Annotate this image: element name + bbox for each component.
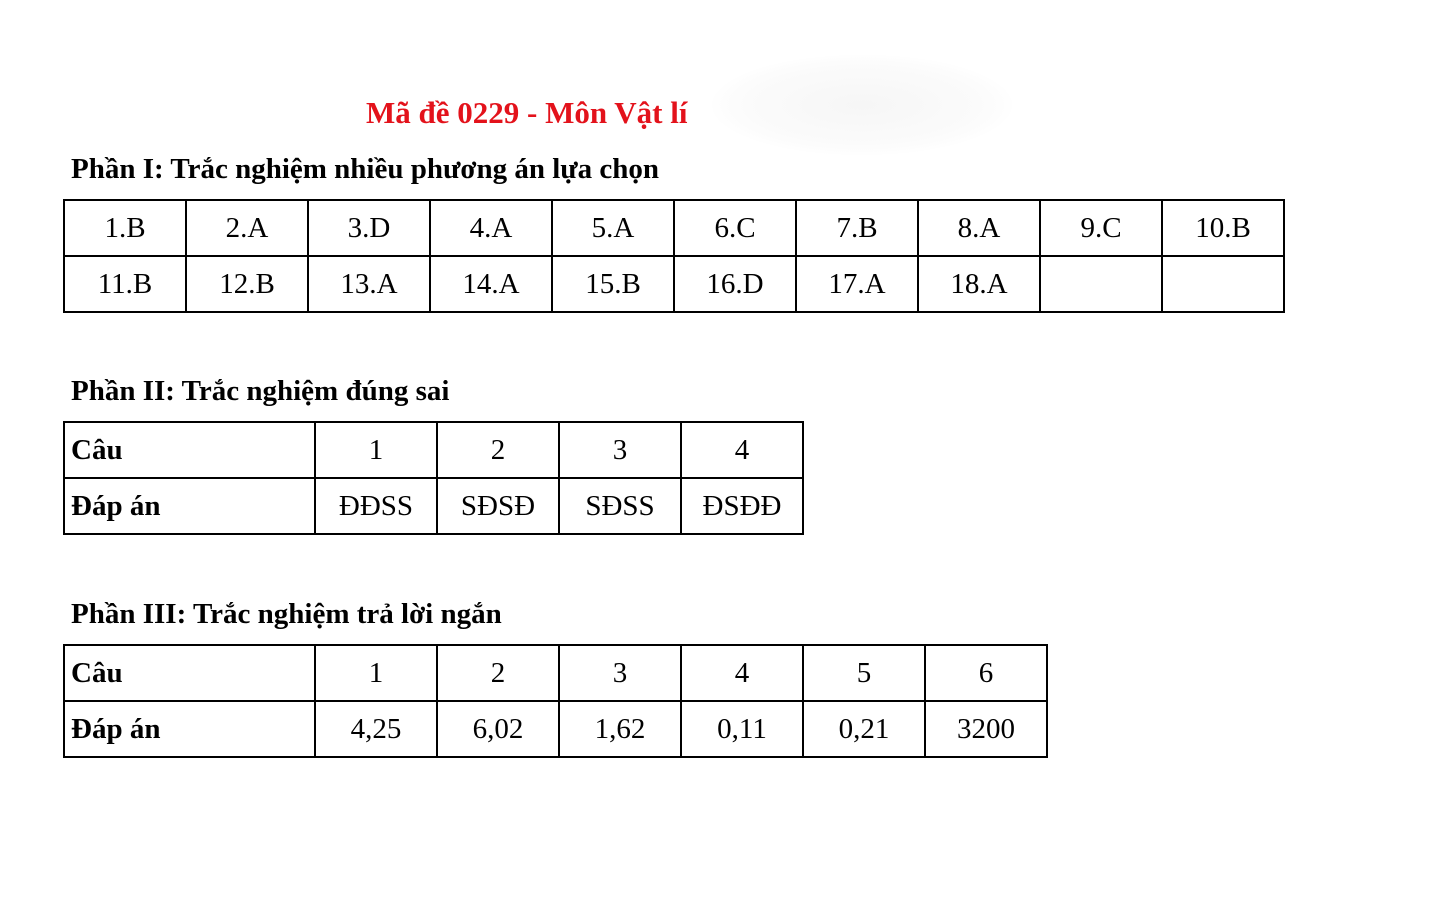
question-row bbox=[64, 422, 803, 478]
row-label: Đáp án bbox=[64, 701, 315, 757]
answer-cell: 9.C bbox=[1040, 200, 1162, 256]
answer-cell: 1.B bbox=[64, 200, 186, 256]
question-number-cell: 1 bbox=[315, 645, 437, 701]
answer-cell: ĐSĐĐ bbox=[681, 478, 803, 534]
question-number-cell: 1 bbox=[315, 422, 437, 478]
question-row bbox=[64, 645, 1047, 701]
answer-cell: 12.B bbox=[186, 256, 308, 312]
answer-cell: 10.B bbox=[1162, 200, 1284, 256]
row-label: Đáp án bbox=[64, 478, 315, 534]
part3-answer-table bbox=[63, 644, 1048, 758]
question-number-cell: 2 bbox=[437, 645, 559, 701]
question-number-cell: 3 bbox=[559, 645, 681, 701]
part3-heading: Phần III: Trắc nghiệm trả lời ngắn bbox=[71, 598, 502, 630]
answer-cell: ĐĐSS bbox=[315, 478, 437, 534]
answer-cell: 14.A bbox=[430, 256, 552, 312]
question-number-cell: 4 bbox=[681, 422, 803, 478]
answer-row bbox=[64, 701, 1047, 757]
answer-cell: 7.B bbox=[796, 200, 918, 256]
answer-cell: 0,21 bbox=[803, 701, 925, 757]
answer-cell: 15.B bbox=[552, 256, 674, 312]
answer-row bbox=[64, 478, 803, 534]
part1-heading: Phần I: Trắc nghiệm nhiều phương án lựa chọn bbox=[71, 153, 660, 185]
table-row bbox=[64, 200, 1284, 256]
answer-cell: 6.C bbox=[674, 200, 796, 256]
answer-cell: 4,25 bbox=[315, 701, 437, 757]
question-number-cell: 4 bbox=[681, 645, 803, 701]
answer-cell: 17.A bbox=[796, 256, 918, 312]
row-label: Câu bbox=[64, 645, 315, 701]
answer-cell: 8.A bbox=[918, 200, 1040, 256]
answer-cell: SĐSS bbox=[559, 478, 681, 534]
answer-cell: 0,11 bbox=[681, 701, 803, 757]
answer-cell: 1,62 bbox=[559, 701, 681, 757]
answer-cell: 3.D bbox=[308, 200, 430, 256]
answer-cell bbox=[1040, 256, 1162, 312]
document-title: Mã đề 0229 - Môn Vật lí bbox=[366, 95, 688, 130]
answer-cell: 5.A bbox=[552, 200, 674, 256]
part2-answer-table bbox=[63, 421, 804, 535]
answer-cell: 2.A bbox=[186, 200, 308, 256]
question-number-cell: 3 bbox=[559, 422, 681, 478]
answer-cell bbox=[1162, 256, 1284, 312]
part2-heading: Phần II: Trắc nghiệm đúng sai bbox=[71, 375, 450, 407]
answer-cell: 18.A bbox=[918, 256, 1040, 312]
table-row bbox=[64, 256, 1284, 312]
row-label: Câu bbox=[64, 422, 315, 478]
answer-cell: 13.A bbox=[308, 256, 430, 312]
part1-answer-table bbox=[63, 199, 1285, 313]
answer-cell: 11.B bbox=[64, 256, 186, 312]
watermark-smudge bbox=[712, 55, 1012, 155]
answer-cell: SĐSĐ bbox=[437, 478, 559, 534]
answer-cell: 16.D bbox=[674, 256, 796, 312]
answer-cell: 6,02 bbox=[437, 701, 559, 757]
answer-cell: 4.A bbox=[430, 200, 552, 256]
question-number-cell: 6 bbox=[925, 645, 1047, 701]
question-number-cell: 5 bbox=[803, 645, 925, 701]
question-number-cell: 2 bbox=[437, 422, 559, 478]
answer-cell: 3200 bbox=[925, 701, 1047, 757]
